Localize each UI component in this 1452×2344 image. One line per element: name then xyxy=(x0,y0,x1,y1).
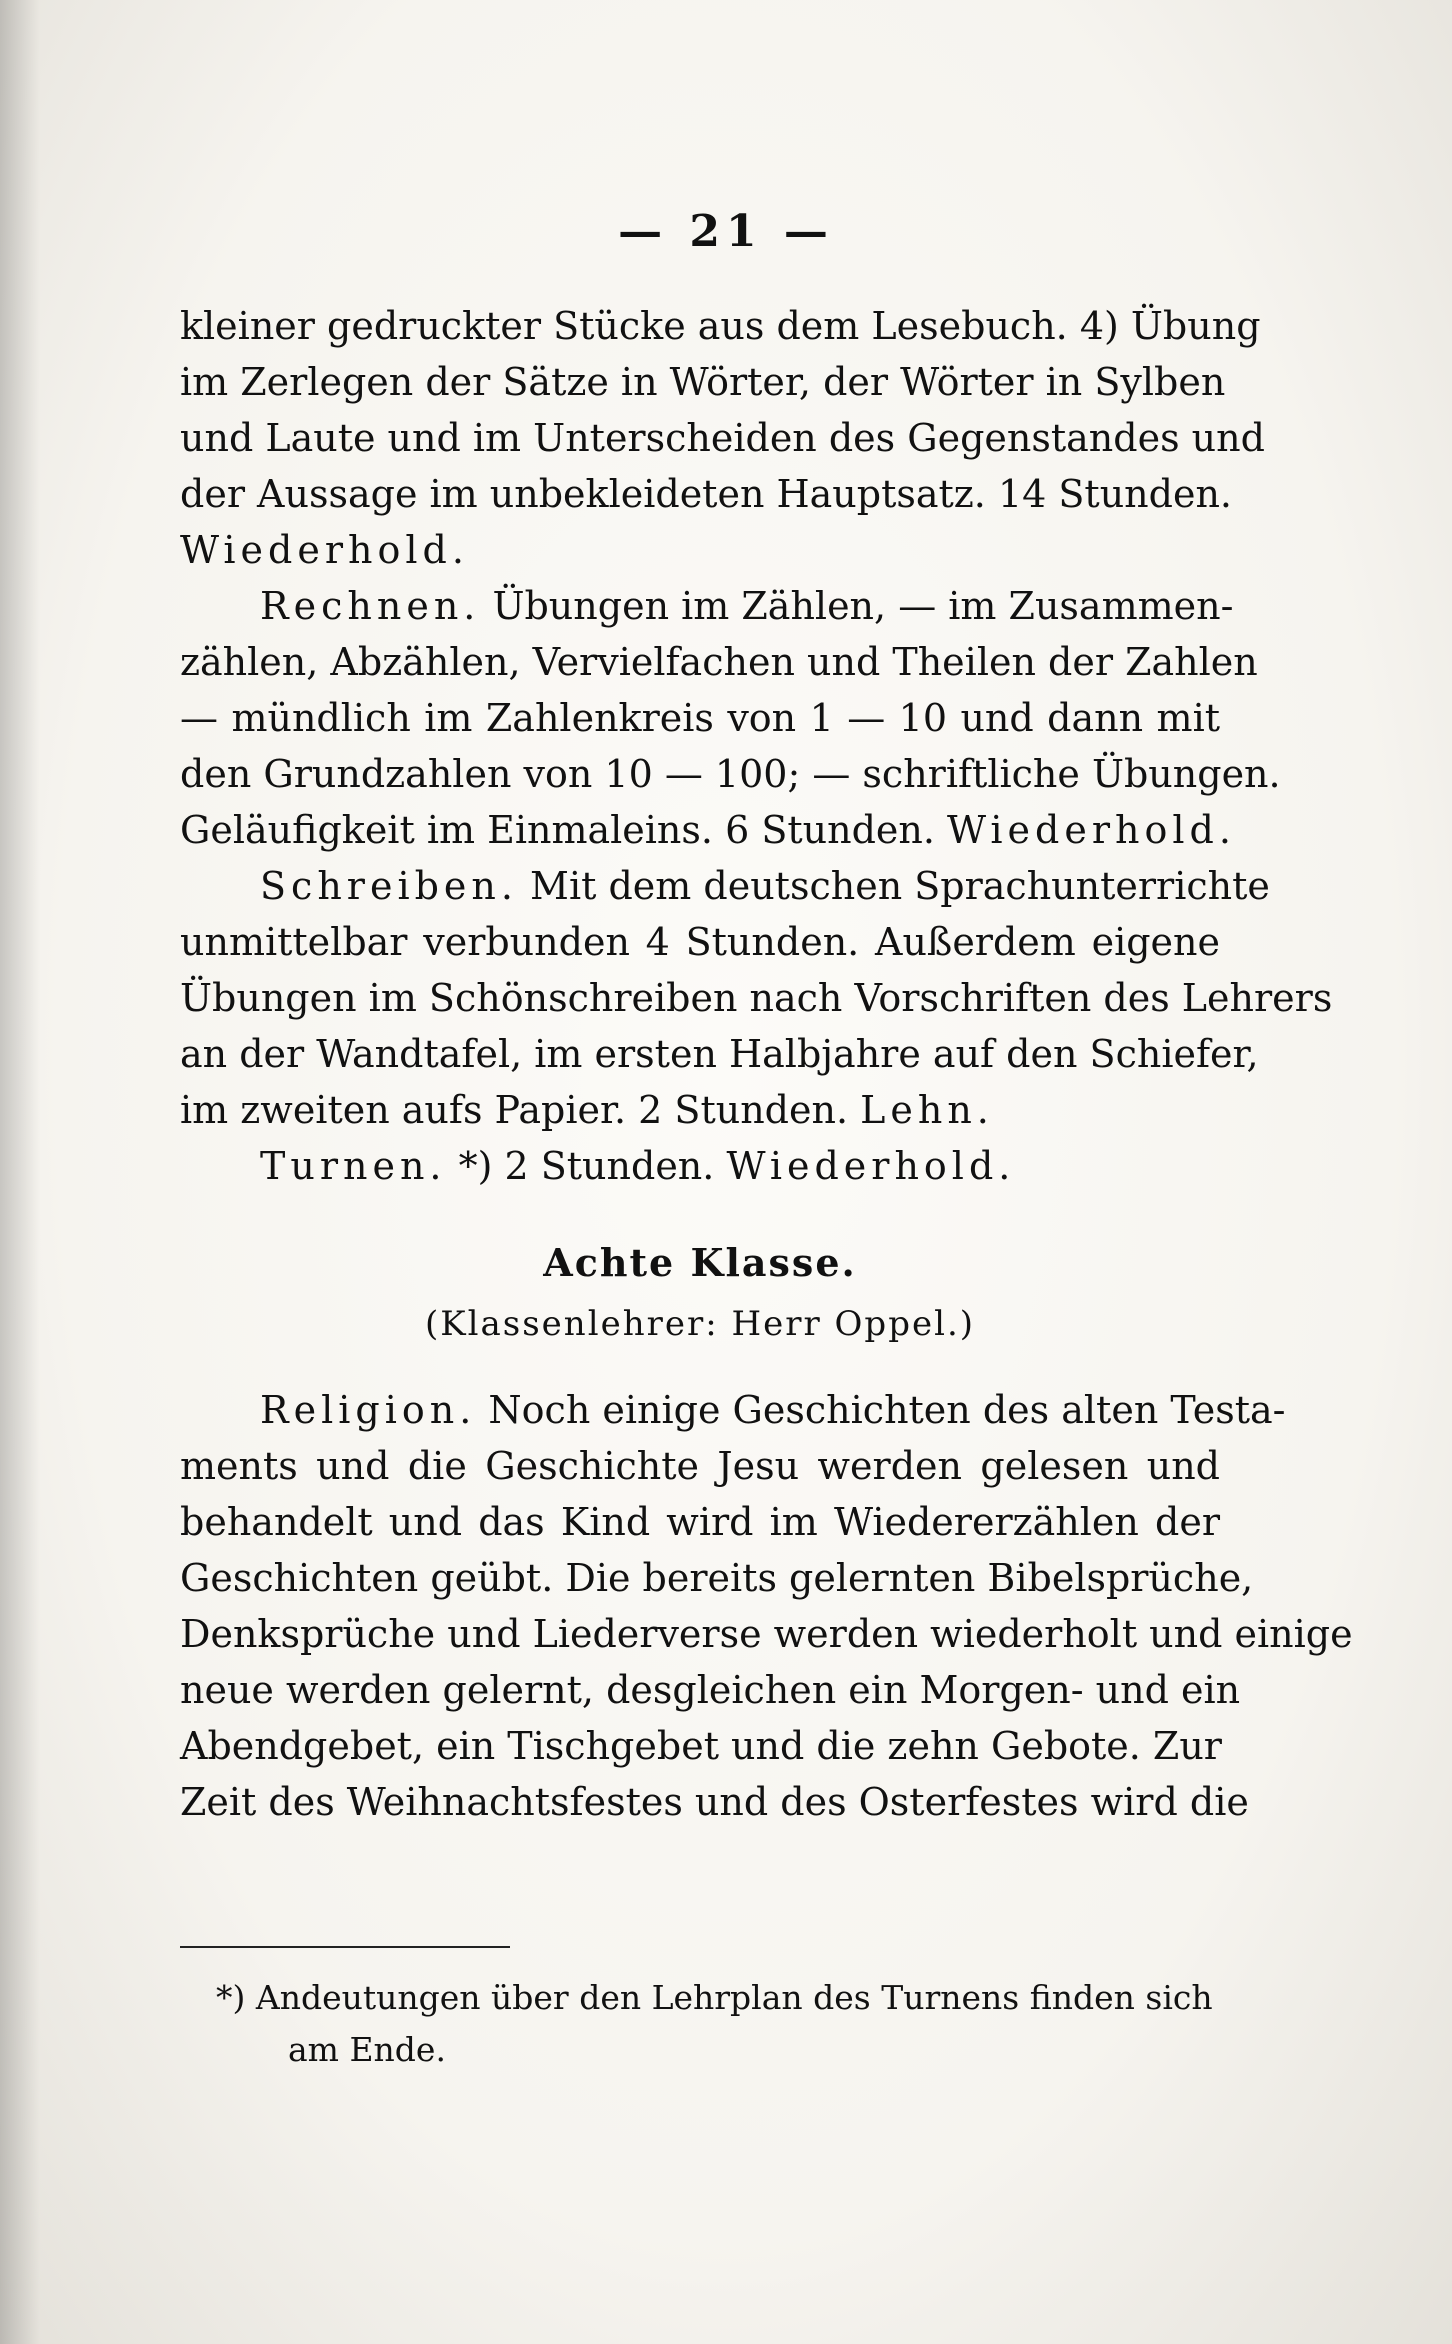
page-number: — 21 — xyxy=(618,206,834,257)
section-heading: Achte Klasse. xyxy=(543,1240,857,1285)
text-line: Übungen im Schönschreiben nach Vorschriften des Lehrers xyxy=(180,976,1333,1020)
teacher-name: Wiederhold. xyxy=(726,1144,1016,1188)
section-subheading: (Klassenlehrer: Herr Oppel.) xyxy=(424,1304,976,1344)
text-line: den Grundzahlen von 10 — 100; — schriftliche Übungen. xyxy=(180,752,1281,796)
text-line: Geschichten geübt. Die bereits gelernten Bibelsprüche, xyxy=(180,1556,1254,1600)
text-run: Mit dem deutschen Sprachunterrichte xyxy=(517,864,1270,908)
text-line xyxy=(180,522,1220,578)
teacher-name: Lehn. xyxy=(860,1088,994,1132)
text-line: ments und die Geschichte Jesu werden gelesen und xyxy=(180,1444,1220,1488)
text-run: im zweiten aufs Papier. 2 Stunden. xyxy=(180,1088,861,1132)
text-run: Geläufigkeit im Einmaleins. 6 Stunden. xyxy=(180,808,948,852)
subject-title-rechnen: Rechnen. xyxy=(260,584,481,628)
text-line: im Zerlegen der Sätze in Wörter, der Wörter in Sylben xyxy=(180,360,1226,404)
page-body xyxy=(180,298,1353,1830)
text-run: Übungen im Zählen, — im Zusammen- xyxy=(480,584,1234,628)
paragraph-schreiben-first-line xyxy=(180,858,1270,914)
footnote xyxy=(216,1972,1213,2076)
text-run: *) 2 Stunden. xyxy=(446,1144,727,1188)
text-line: neue werden gelernt, desgleichen ein Morgen- und ein xyxy=(180,1668,1241,1712)
text-line: — mündlich im Zahlenkreis von 1 — 10 und dann mit xyxy=(180,696,1220,740)
teacher-name: Wiederhold. xyxy=(180,528,469,572)
paragraph-rechnen-first-line xyxy=(180,578,1234,634)
page-edge-shadow xyxy=(0,0,40,2344)
paragraph-turnen xyxy=(180,1138,1220,1194)
subject-title-religion: Religion. xyxy=(260,1388,477,1432)
text-line xyxy=(180,1082,1220,1138)
paragraph-religion-first-line xyxy=(180,1382,1286,1438)
text-line: unmittelbar verbunden 4 Stunden. Außerdem eigene xyxy=(180,920,1220,964)
text-line: behandelt und das Kind wird im Wiedererzählen der xyxy=(180,1500,1220,1544)
subject-title-schreiben: Schreiben. xyxy=(260,864,518,908)
text-line xyxy=(180,802,1236,858)
text-line: und Laute und im Unterscheiden des Gegenstandes und xyxy=(180,416,1265,460)
subject-title-turnen: Turnen. xyxy=(260,1144,447,1188)
footnote-line: *) Andeutungen über den Lehrplan des Turnens finden sich xyxy=(216,1978,1213,2017)
text-line: zählen, Abzählen, Vervielfachen und Theilen der Zahlen xyxy=(180,640,1258,684)
footnote-rule xyxy=(180,1946,510,1948)
footnote-line: am Ende. xyxy=(288,2030,446,2069)
text-line: Abendgebet, ein Tischgebet und die zehn Gebote. Zur xyxy=(180,1724,1222,1768)
text-line: der Aussage im unbekleideten Hauptsatz. 14 Stunden. xyxy=(180,472,1233,516)
text-line: Zeit des Weihnachtsfestes und des Osterfestes wird die xyxy=(180,1780,1249,1824)
text-run: Noch einige Geschichten des alten Testa- xyxy=(476,1388,1286,1432)
text-line: kleiner gedruckter Stücke aus dem Lesebuch. 4) Übung xyxy=(180,304,1261,348)
text-line: an der Wandtafel, im ersten Halbjahre auf den Schiefer, xyxy=(180,1032,1259,1076)
teacher-name: Wiederhold. xyxy=(947,808,1236,852)
text-line: Denksprüche und Liederverse werden wiederholt und einige xyxy=(180,1612,1353,1656)
